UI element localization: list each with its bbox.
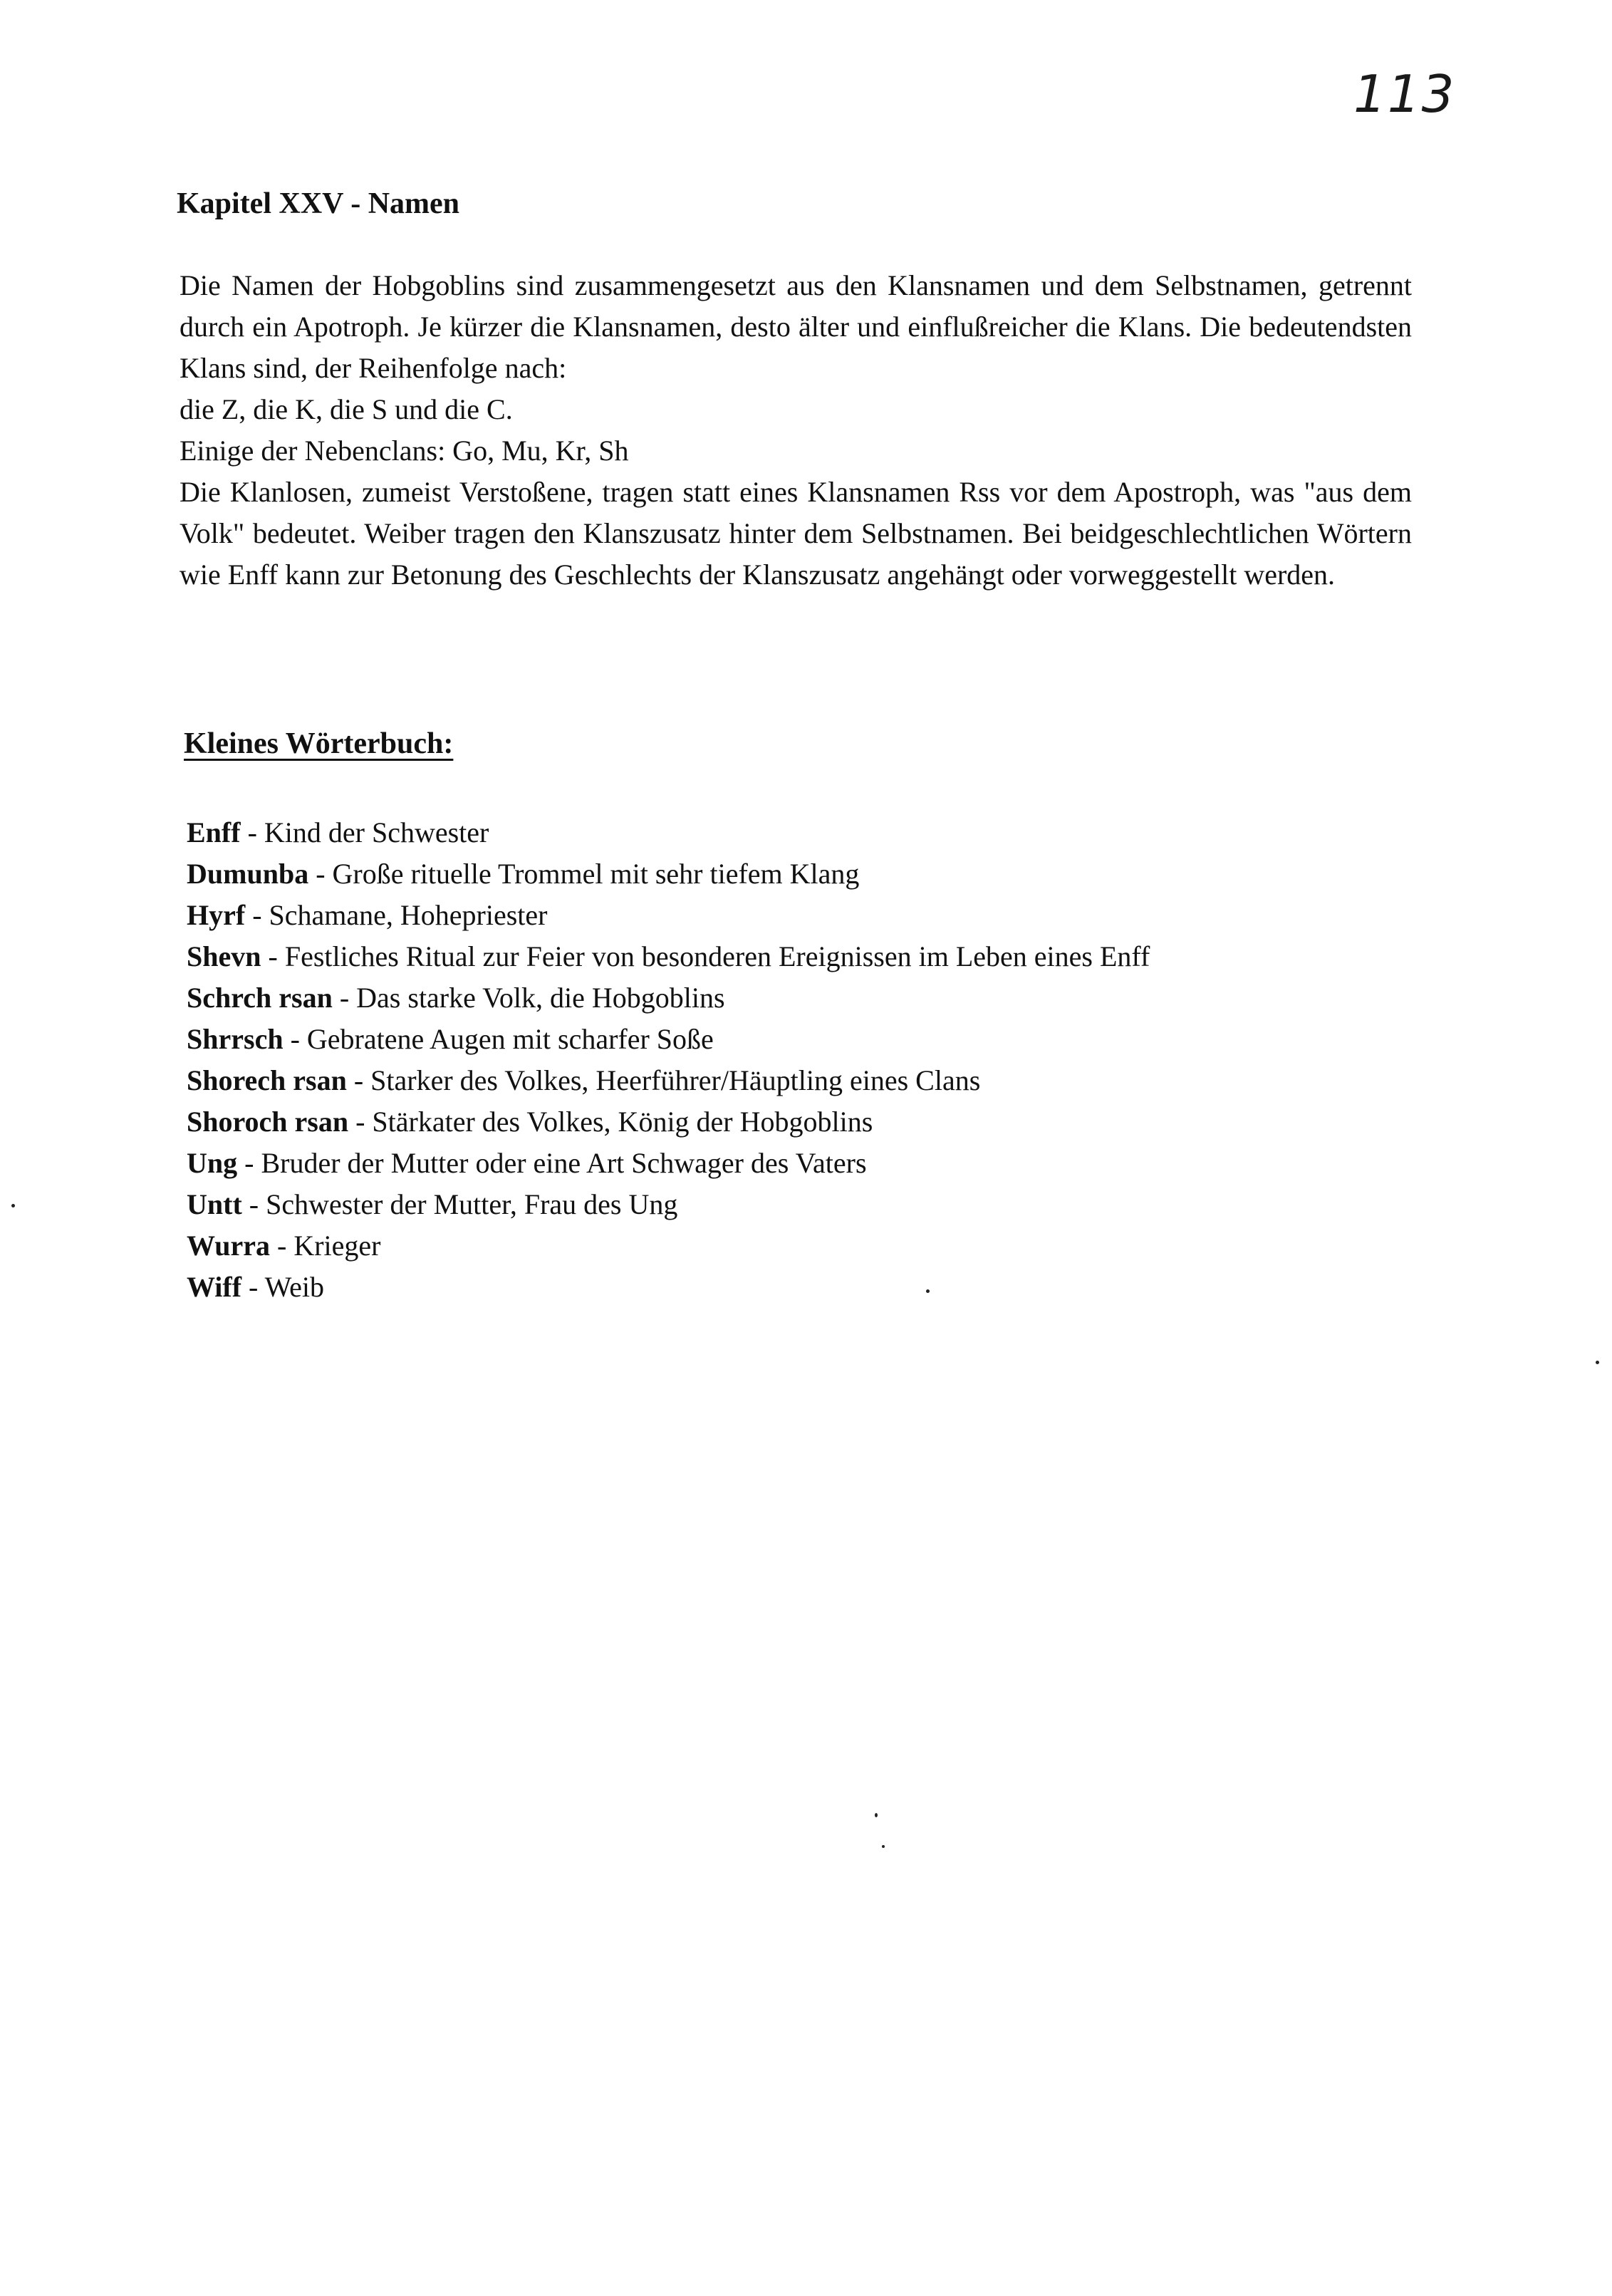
intro-paragraph-4: Die Klanlosen, zumeist Verstoßene, tragen statt eines Klansnamen Rss vor dem Apostroph, was "aus dem Volk" bedeutet. Weiber tragen den Klanszusatz hinter dem Selbstnamen. Bei beidgeschlechtlichen Wörtern wie Enff kann zur Betonung des Geschlechts der Klanszusatz angehängt oder vorweggestellt werden.	[180, 476, 1412, 591]
intro-line-2: die Z, die K, die S und die C.	[180, 393, 513, 425]
intro-paragraph-1: Die Namen der Hobgoblins sind zusammengesetzt aus den Klansnamen und dem Selbstnamen, getrennt durch ein Apotroph. Je kürzer die Klansnamen, desto älter und einflußreicher die Klans. Die bedeutendsten Klans sind, der Reihenfolge nach:	[180, 269, 1412, 384]
entry-definition: - Schamane, Hohepriester	[245, 899, 548, 931]
entry-definition: - Bruder der Mutter oder eine Art Schwager des Vaters	[237, 1147, 867, 1179]
scan-speck	[882, 1845, 885, 1848]
entry-definition: - Schwester der Mutter, Frau des Ung	[241, 1188, 678, 1220]
entry-definition: - Das starke Volk, die Hobgoblins	[332, 982, 725, 1014]
dictionary-entry	[187, 1267, 1412, 1308]
intro-text	[180, 265, 1412, 596]
entry-term: Enff	[187, 816, 241, 848]
entry-term: Ung	[187, 1147, 238, 1179]
dictionary-entry	[187, 977, 1412, 1019]
entry-definition: - Stärkater des Volkes, König der Hobgoblins	[348, 1106, 873, 1138]
entry-term: Shrrsch	[187, 1023, 284, 1055]
intro-line-3: Einige der Nebenclans: Go, Mu, Kr, Sh	[180, 435, 629, 467]
entry-term: Shevn	[187, 940, 261, 972]
entry-definition: - Große rituelle Trommel mit sehr tiefem Klang	[308, 858, 860, 890]
dictionary-entry	[187, 853, 1412, 895]
dictionary-entry	[187, 895, 1412, 936]
dictionary-title: Kleines Wörterbuch:	[184, 727, 454, 760]
scan-speck	[1596, 1361, 1599, 1364]
dictionary-list	[187, 812, 1412, 1308]
entry-term: Wiff	[187, 1271, 242, 1303]
dictionary-entry	[187, 1060, 1412, 1101]
dictionary-entry	[187, 936, 1412, 977]
entry-term: Wurra	[187, 1230, 271, 1262]
dictionary-entry	[187, 1143, 1412, 1184]
entry-definition: - Festliches Ritual zur Feier von besonderen Ereignissen im Leben eines Enff	[261, 940, 1150, 972]
dictionary-entry	[187, 1225, 1412, 1267]
entry-definition: - Kind der Schwester	[240, 816, 489, 848]
page-number: 113	[1353, 64, 1456, 124]
dictionary-entry	[187, 812, 1412, 853]
entry-term: Schrch rsan	[187, 982, 333, 1014]
scan-speck	[11, 1204, 15, 1207]
dictionary-entry	[187, 1101, 1412, 1143]
dictionary-entry	[187, 1019, 1412, 1060]
scan-speck	[926, 1289, 930, 1293]
chapter-title: Kapitel XXV - Namen	[177, 187, 460, 220]
entry-term: Dumunba	[187, 858, 309, 890]
entry-definition: - Krieger	[270, 1230, 381, 1262]
scan-speck	[875, 1813, 878, 1817]
entry-definition: - Weib	[241, 1271, 325, 1303]
dictionary-entry	[187, 1184, 1412, 1225]
entry-term: Shorech rsan	[187, 1064, 347, 1096]
entry-term: Shoroch rsan	[187, 1106, 349, 1138]
entry-definition: - Starker des Volkes, Heerführer/Häuptling eines Clans	[346, 1064, 981, 1096]
entry-definition: - Gebratene Augen mit scharfer Soße	[283, 1023, 714, 1055]
entry-term: Hyrf	[187, 899, 246, 931]
entry-term: Untt	[187, 1188, 242, 1220]
